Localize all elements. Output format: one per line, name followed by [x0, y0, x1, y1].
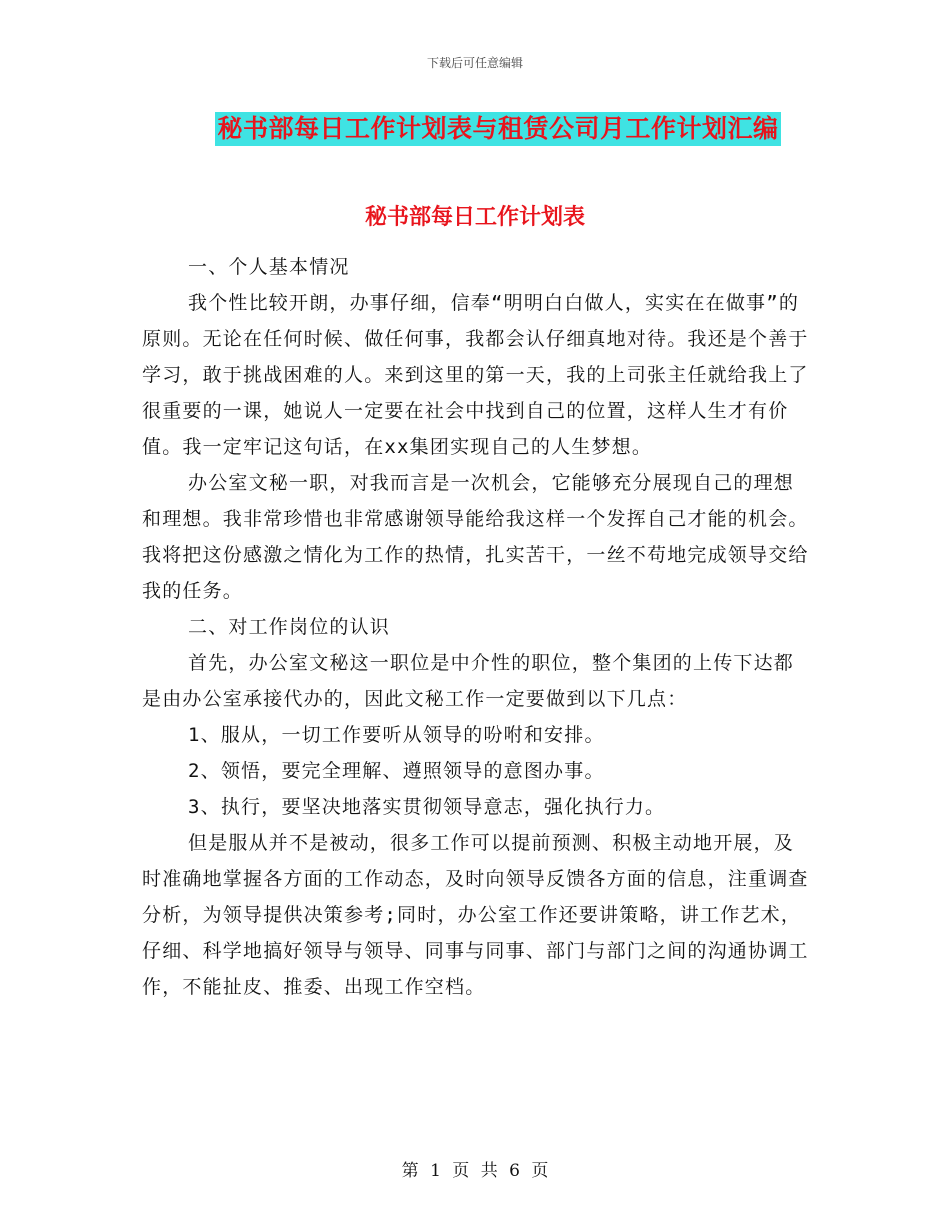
page-number-footer: 第 1 页 共 6 页 [401, 1161, 549, 1181]
paragraph-heading-1: 一、个人基本情况 [188, 256, 350, 278]
paragraph: 办公室文秘一职，对我而言是一次机会，它能够充分展现自己的理想和理想。我非常珍惜也非常感谢领导能给我这样一个发挥自己才能的机会。我将把这份感激之情化为工作的热情，扎实苦干，一丝不苟地完成领导交给我的任务。 [142, 472, 809, 602]
list-item: 2、领悟，要完全理解、遵照领导的意图办事。 [188, 760, 605, 782]
paragraph: 但是服从并不是被动，很多工作可以提前预测、积极主动地开展，及时准确地掌握各方面的工作动态，及时向领导反馈各方面的信息，注重调查分析，为领导提供决策参考;同时，办公室工作还要讲策略，讲工作艺术，仔细、科学地搞好领导与领导、同事与同事、部门与部门之间的沟通协调工作，不能扯皮、推委、出现工作空档。 [142, 832, 809, 998]
document-title: 秘书部每日工作计划表与租赁公司月工作计划汇编 [215, 112, 780, 146]
document-body [142, 249, 812, 1005]
list-item: 1、服从，一切工作要听从领导的吩咐和安排。 [188, 724, 605, 746]
list-item: 3、执行，要坚决地落实贯彻领导意志，强化执行力。 [188, 796, 666, 818]
document-title-wrap [0, 112, 950, 146]
section-title: 秘书部每日工作计划表 [364, 204, 585, 230]
paragraph: 我个性比较开朗，办事仔细，信奉“明明白白做人，实实在在做事”的原则。无论在任何时候、做任何事，我都会认仔细真地对待。我还是个善于学习，敢于挑战困难的人。来到这里的第一天，我的上司张主任就给我上了很重要的一课，她说人一定要在社会中找到自己的位置，这样人生才有价值。我一定牢记这句话，在xx集团实现自己的人生梦想。 [142, 292, 809, 458]
paragraph-heading-2: 二、对工作岗位的认识 [188, 616, 391, 638]
paragraph: 首先，办公室文秘这一职位是中介性的职位，整个集团的上传下达都是由办公室承接代办的，因此文秘工作一定要做到以下几点： [142, 652, 795, 710]
header-note: 下载后可任意编辑 [426, 56, 523, 70]
